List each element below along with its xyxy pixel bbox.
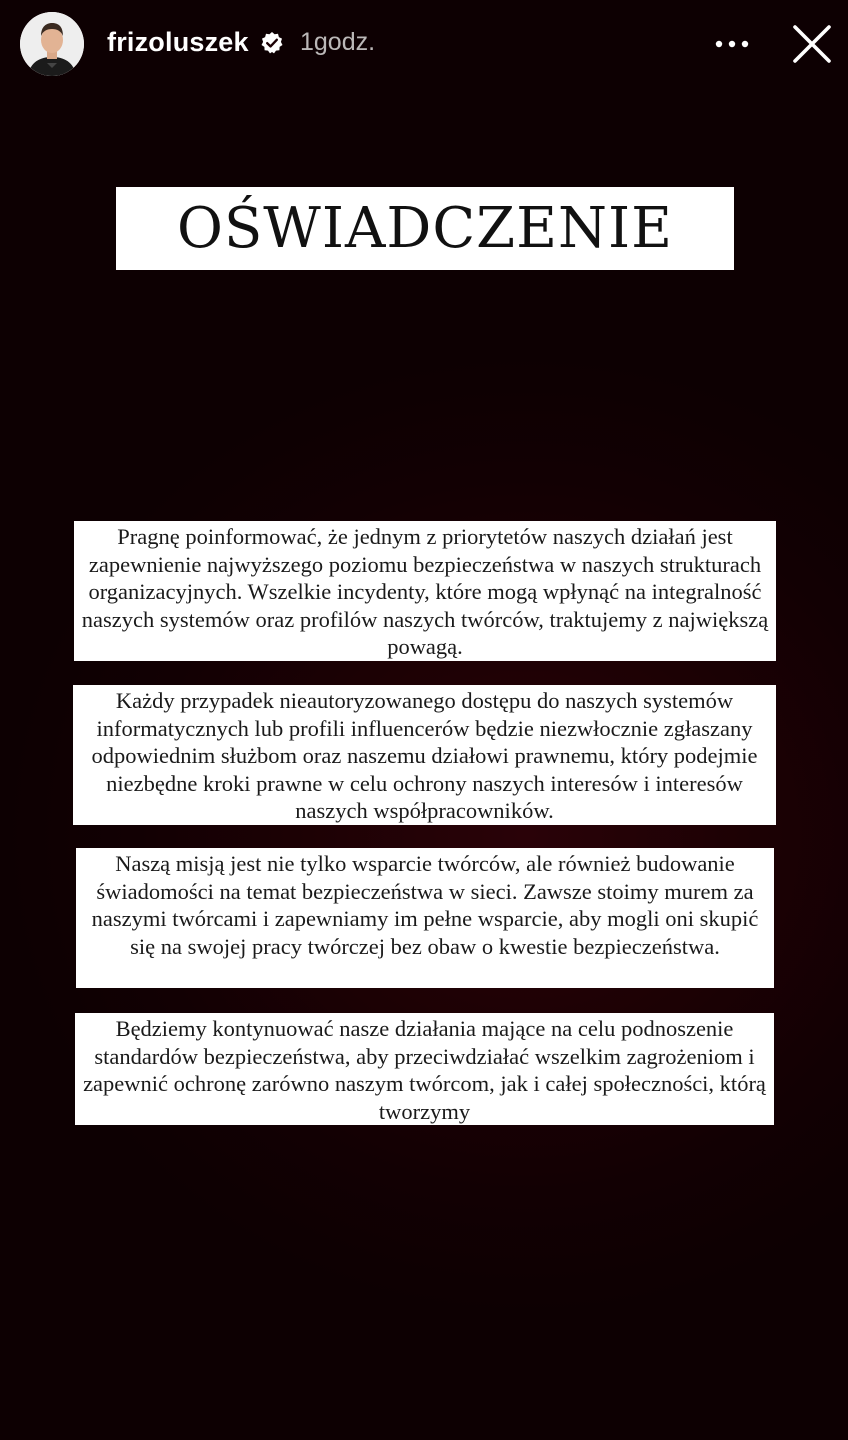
more-options-icon xyxy=(714,39,750,49)
username[interactable]: frizoluszek xyxy=(107,27,249,57)
close-button[interactable] xyxy=(790,22,834,66)
statement-paragraph-1: Pragnę poinformować, że jednym z priorytetów naszych działań jest zapewnienie najwyższego poziomu bezpieczeństwa w naszych strukturach organizacyjnych. Wszelkie incydenty, które mogą wpłynąć na integralność naszych systemów oraz profilów naszych twórców, traktujemy z największą powagą. xyxy=(74,521,776,661)
more-options-button[interactable] xyxy=(712,26,752,62)
statement-paragraph-4: Będziemy kontynuować nasze działania mające na celu podnoszenie standardów bezpieczeństwa, aby przeciwdziałać wszelkim zagrożeniom i zapewnić ochronę zarówno naszym twórcom, jak i całej społeczności, którą tworzymy xyxy=(75,1013,774,1125)
post-time: 1godz. xyxy=(300,28,376,56)
statement-paragraph-3: Naszą misją jest nie tylko wsparcie twórców, ale również budowanie świadomości na temat bezpieczeństwa w sieci. Zawsze stoimy murem za naszymi twórcami i zapewniamy im pełne wsparcie, aby mogli oni skupić się na swojej pracy twórczej bez obaw o kwestie bezpieczeństwa. xyxy=(76,848,774,988)
close-icon xyxy=(790,22,834,66)
statement-title-box xyxy=(116,187,734,270)
avatar[interactable] xyxy=(20,12,84,76)
statement-title: OŚWIADCZENIE xyxy=(177,196,673,261)
story-header xyxy=(0,0,848,90)
statement-paragraph-2: Każdy przypadek nieautoryzowanego dostępu do naszych systemów informatycznych lub profili influencerów będzie niezwłocznie zgłaszany odpowiednim służbom oraz naszemu działowi prawnemu, który podejmie niezbędne kroki prawne w celu ochrony naszych interesów i interesów naszych współpracowników. xyxy=(73,685,776,825)
verified-badge-icon xyxy=(260,31,284,55)
